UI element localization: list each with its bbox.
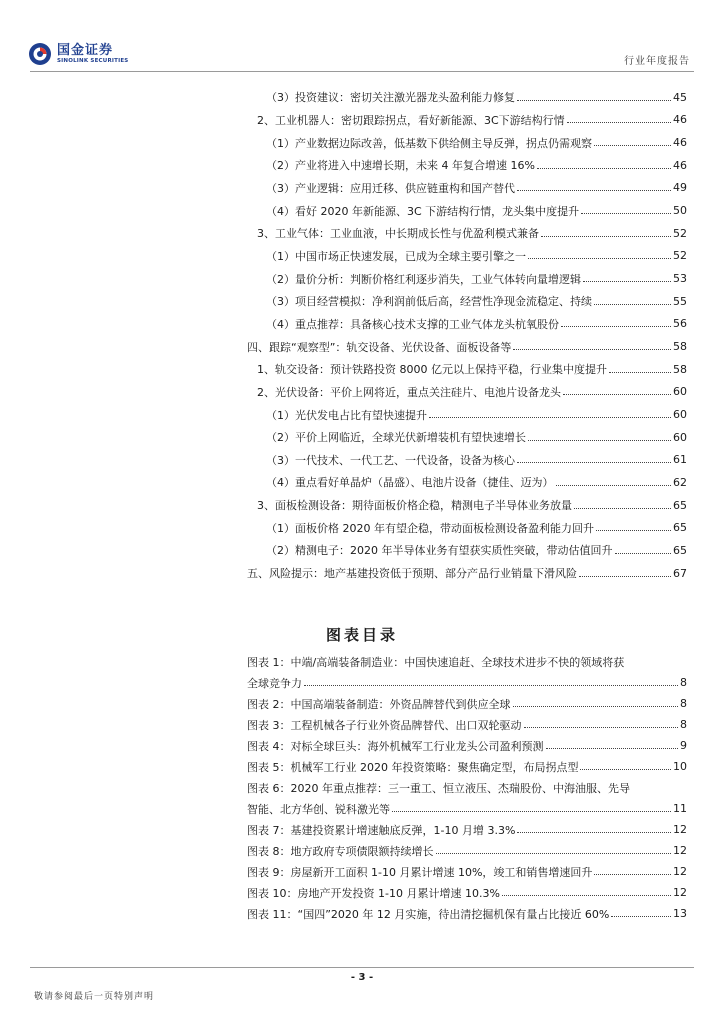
toc-entry-label: （3）投资建议：密切关注激光器龙头盈利能力修复 [266,91,515,105]
figure-entry-label: 图表 2：中国高端装备制造：外资品牌替代到供应全球 [247,697,511,711]
toc-entry-page: 61 [673,453,687,467]
figure-entry[interactable] [247,777,687,798]
figure-entry-continuation[interactable] [247,672,687,693]
toc-entry-label: （3）产业逻辑：应用迁移、供应链重构和国产替代 [266,181,515,195]
toc-entry[interactable] [266,177,687,200]
figure-entry-label: 图表 1：中端/高端装备制造业：中国快速追赶、全球技术进步不快的领域将获 [247,655,625,669]
toc-entry[interactable] [266,426,687,449]
toc-entry-page: 65 [673,521,687,535]
figure-entry-label: 图表 3：工程机械各子行业外资品牌替代、出口双轮驱动 [247,718,522,732]
dot-leader [579,576,671,577]
figure-entry-label: 图表 4：对标全球巨头：海外机械军工行业龙头公司盈利预测 [247,739,544,753]
toc-entry[interactable] [266,267,687,290]
dot-leader [563,394,671,395]
toc-entry-label: （4）重点看好单晶炉（晶盛）、电池片设备（捷佳、迈为） [266,476,554,490]
toc-entry[interactable] [266,86,687,109]
toc-entry-page: 58 [673,362,687,376]
toc-entry-label: （2）量价分析：判断价格红利逐步消失，工业气体转向量增逻辑 [266,272,581,286]
figure-entry-page: 8 [680,676,687,689]
dot-leader [517,832,671,833]
dot-leader [517,190,671,191]
dot-leader [580,769,671,770]
figure-entry-label: 图表 6：2020 年重点推荐：三一重工、恒立液压、杰瑞股份、中海油服、先导 [247,781,630,795]
figure-entry-label-continued: 全球竞争力 [247,676,302,690]
figure-entry[interactable] [247,756,687,777]
dot-leader [528,440,671,441]
figure-entry-page: 10 [673,760,687,773]
figure-entry[interactable] [247,735,687,756]
figure-entry-page: 12 [673,865,687,878]
toc-entry-page: 46 [673,158,687,172]
dot-leader [513,706,679,707]
figure-entry-page: 8 [680,697,687,710]
toc-entry[interactable] [266,539,687,562]
dot-leader [574,508,671,509]
logo-chinese-name: 国金证券 [57,42,114,58]
toc-entry-page: 65 [673,543,687,557]
footer-divider [30,967,694,968]
dot-leader [556,485,672,486]
toc-entry-page: 49 [673,181,687,195]
figure-entry-page: 8 [680,718,687,731]
list-of-figures-title: 图表目录 [325,626,398,644]
toc-entry-label: 3、面板检测设备：期待面板价格企稳，精测电子半导体业务放量 [257,499,572,513]
figure-entry[interactable] [247,840,687,861]
dot-leader [609,372,671,373]
figure-entry[interactable] [247,882,687,903]
dot-leader [524,727,679,728]
toc-entry-label: 四、跟踪“观察型”：轨交设备、光伏设备、面板设备等 [247,340,512,354]
dot-leader [546,748,679,749]
toc-entry[interactable] [257,109,687,132]
toc-entry-page: 52 [673,226,687,240]
dot-leader [429,417,671,418]
toc-entry-label: 2、工业机器人：密切跟踪拐点，看好新能源、3C下游结构行情 [257,113,565,127]
dot-leader [594,874,671,875]
dot-leader [594,304,671,305]
toc-entry[interactable] [266,154,687,177]
figure-entry[interactable] [247,714,687,735]
toc-entry-label: （2）平价上网临近，全球光伏新增装机有望快速增长 [266,431,526,445]
dot-leader [304,685,678,686]
dot-leader [611,916,671,917]
toc-entry-label: 五、风险提示：地产基建投资低于预期、部分产品行业销量下滑风险 [247,567,577,581]
toc-entry-page: 45 [673,90,687,104]
toc-entry[interactable] [257,358,687,381]
toc-entry[interactable] [266,471,687,494]
page-number: - 3 - [350,972,374,983]
dot-leader [528,258,671,259]
disclaimer-note: 敬请参阅最后一页特别声明 [34,992,155,1002]
figure-entry-page: 12 [673,823,687,836]
toc-entry-page: 60 [673,385,687,399]
figure-entry-label: 图表 9：房屋新开工面积 1-10 月累计增速 10%，竣工和销售增速回升 [247,865,593,879]
toc-entry-label: （1）面板价格 2020 年有望企稳，带动面板检测设备盈利能力回升 [266,521,594,535]
logo-english-name: SINOLINK SECURITIES [57,57,129,64]
figure-entry-label: 图表 8：地方政府专项债限额持续增长 [247,844,434,858]
toc-entry[interactable] [257,222,687,245]
toc-entry-label: （4）重点推荐：具备核心技术支撑的工业气体龙头杭氧股份 [266,317,559,331]
company-logo [28,40,128,68]
toc-entry[interactable] [266,131,687,154]
dot-leader [596,530,671,531]
toc-entry-label: 2、光伏设备：平价上网将近，重点关注硅片、电池片设备龙头 [257,385,561,399]
figure-entry-page: 13 [673,907,687,920]
dot-leader [436,853,672,854]
toc-entry[interactable] [247,335,687,358]
figure-entry-page: 12 [673,844,687,857]
toc-entry-label: （3）项目经营模拟：净利润前低后高，经营性净现金流稳定、持续 [266,295,592,309]
dot-leader [581,213,671,214]
toc-entry[interactable] [266,290,687,313]
figure-entry-label: 图表 5：机械军工行业 2020 年投资策略：聚焦确定型，布局拐点型 [247,760,579,774]
dot-leader [513,349,671,350]
dot-leader [567,122,671,123]
table-of-contents [247,86,687,584]
toc-entry-page: 50 [673,204,687,218]
toc-entry-page: 46 [673,136,687,150]
figure-entry-label-continued: 智能、北方华创、锐科激光等 [247,802,390,816]
figure-entry-page: 11 [673,802,687,815]
toc-entry[interactable] [266,516,687,539]
toc-entry[interactable] [266,313,687,336]
report-type: 行业年度报告 [624,56,690,67]
toc-entry[interactable] [247,562,687,585]
toc-entry-page: 53 [673,272,687,286]
dot-leader [537,168,671,169]
figure-entry[interactable] [247,903,687,924]
toc-entry-page: 62 [673,475,687,489]
toc-entry-label: （1）中国市场正快速发展，已成为全球主要引擎之一 [266,249,526,263]
header-divider [30,71,694,72]
dot-leader [541,236,671,237]
toc-entry-label: 3、工业气体：工业血液，中长期成长性与优盈利模式兼备 [257,227,539,241]
toc-entry-page: 65 [673,498,687,512]
figure-entry[interactable] [247,651,687,672]
toc-entry-page: 58 [673,340,687,354]
figure-entry-continuation[interactable] [247,798,687,819]
dot-leader [517,462,671,463]
toc-entry-page: 55 [673,294,687,308]
toc-entry[interactable] [266,199,687,222]
figure-entry-label: 图表 11：“国四”2020 年 12 月实施，待出清挖掘机保有量占比接近 60% [247,907,610,921]
figure-entry-page: 9 [680,739,687,752]
toc-entry[interactable] [257,494,687,517]
toc-entry[interactable] [257,381,687,404]
figure-entry-label: 图表 7：基建投资累计增速触底反弹，1-10 月增 3.3% [247,823,516,837]
toc-entry-page: 60 [673,408,687,422]
toc-entry-label: （2）产业将进入中速增长期，未来 4 年复合增速 16% [266,159,535,173]
toc-entry-label: （2）精测电子：2020 年半导体业务有望获实质性突破，带动估值回升 [266,544,613,558]
dot-leader [583,281,671,282]
dot-leader [517,100,671,101]
list-of-figures [247,651,687,924]
toc-entry-page: 60 [673,430,687,444]
toc-entry-label: （3）一代技术、一代工艺、一代设备，设备为核心 [266,453,515,467]
dot-leader [615,553,672,554]
toc-entry-page: 56 [673,317,687,331]
toc-entry-label: （1）光伏发电占比有望快速提升 [266,408,427,422]
page-header [0,0,724,80]
dot-leader [561,326,671,327]
dot-leader [392,811,671,812]
toc-entry-label: （1）产业数据边际改善，低基数下供给侧主导反弹，拐点仍需观察 [266,136,592,150]
figure-entry[interactable] [247,861,687,882]
figure-entry[interactable] [247,819,687,840]
toc-entry-page: 46 [673,113,687,127]
figure-entry[interactable] [247,693,687,714]
figure-entry-page: 12 [673,886,687,899]
sinolink-logo-icon [28,42,52,66]
dot-leader [594,145,671,146]
toc-entry[interactable] [266,245,687,268]
toc-entry-page: 67 [673,566,687,580]
figure-entry-label: 图表 10：房地产开发投资 1-10 月累计增速 10.3% [247,886,500,900]
toc-entry-label: （4）看好 2020 年新能源、3C 下游结构行情，龙头集中度提升 [266,204,580,218]
toc-entry-page: 52 [673,249,687,263]
toc-entry[interactable] [266,403,687,426]
dot-leader [502,895,671,896]
toc-entry-label: 1、轨交设备：预计铁路投资 8000 亿元以上保持平稳，行业集中度提升 [257,363,607,377]
toc-entry[interactable] [266,449,687,472]
